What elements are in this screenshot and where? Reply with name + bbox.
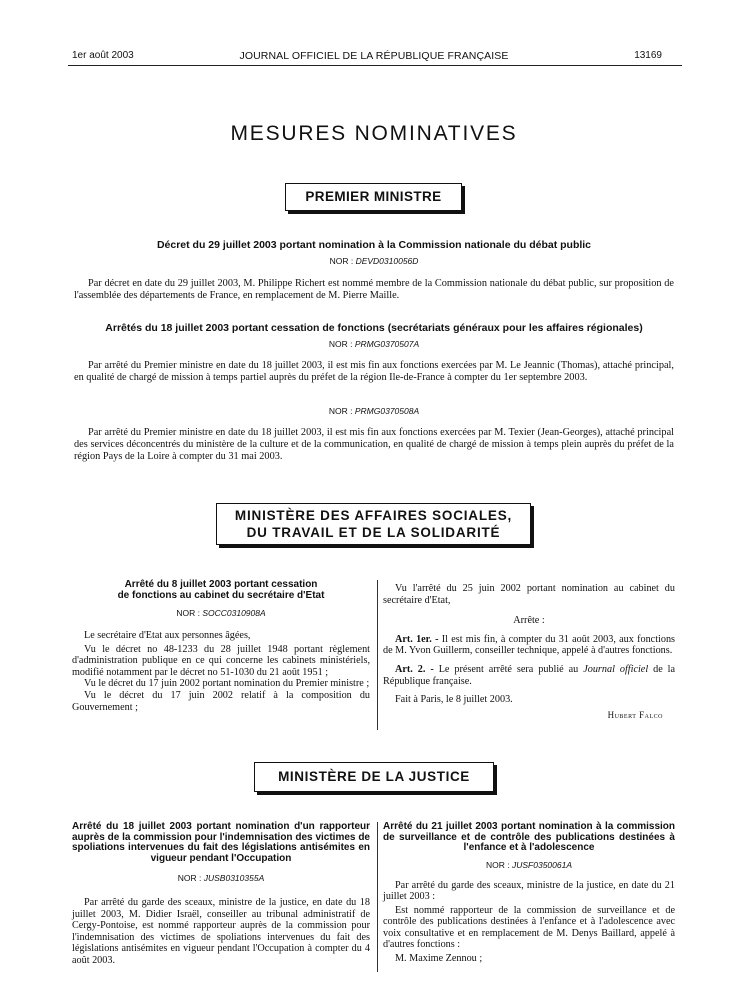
nor-label: NOR : [328,339,353,349]
nor-value: JUSF0350061A [511,859,572,870]
section-box-premier-ministre [285,183,462,211]
paragraph: Par arrêté du garde des sceaux, ministre de la justice, en date du 18 juillet 2003, M. Didier Israël, conseiller au tribunal administratif de Cergy-Pontoise, est nommé rapporteur auprès de la commission pour l'indemnisation des victimes de spoliations intervenues du fait des législations antisémites en vigueur pendant l'Occupation à compter du 4 août 2003. [72,897,370,966]
header-rule [68,65,682,66]
arrete-label: Arrête : [513,615,545,627]
article-text-italic: Journal officiel [583,663,649,675]
section-title-line2: DU TRAVAIL ET DE LA SOLIDARITÉ [246,525,501,540]
justice-right-column [383,822,675,965]
column-divider [377,822,378,972]
arrete1-text: Par arrêté du Premier ministre en date du 18 juillet 2003, il est mis fin aux fonctions exercées par M. Le Jeannic (Thomas), attaché principal, en qualité de chargé de mission à temps partiel auprès du préfet de la région Ile-de-France à compter du 1er septembre 2003. [74,360,674,383]
paragraph: Est nommé rapporteur de la commission de surveillance et de contrôle des publications destinées à l'enfance et à l'adolescence avec voix consultative et en remplacement de M. Denys Baillard, appelé à d'autres fonctions : [383,904,675,951]
arrete-nor [72,873,370,883]
header-journal-title: JOURNAL OFFICIEL DE LA RÉPUBLIQUE FRANÇAISE [239,50,509,62]
arrete2-nor [70,406,678,416]
nor-label: NOR : [176,608,200,618]
section-title-line1: MINISTÈRE DES AFFAIRES SOCIALES, [234,508,513,523]
article-label: Art. 2. - [395,663,434,675]
article-text: de la République française. [383,663,676,687]
arrete-nor [383,860,675,870]
header-date: 1er août 2003 [72,50,134,61]
decret-nor [70,256,678,266]
nor-value: SOCC0310908A [202,608,266,618]
arrete-title [72,580,370,601]
justice-left-column [72,822,370,967]
paragraph: Vu le décret du 17 juin 2002 relatif à la composition du Gouvernement ; [72,689,370,713]
arrete-title-line1: Arrêté du 8 juillet 2003 portant cessation [124,579,318,590]
arrete-title: Arrêté du 21 juillet 2003 portant nomination à la commission de surveillance et de contrôle des publications destinées à l'enfance et à l'adolescence [383,821,675,853]
article-1 [383,634,675,657]
nor-value: JUSB0310355A [203,873,265,883]
section-box-justice [254,762,494,792]
nor-value: DEVD0310056D [355,256,419,266]
paragraph: M. Maxime Zennou ; [395,953,483,965]
arrete1-nor [70,339,678,349]
nor-value: PRMG0370508A [354,406,420,416]
paragraph: Vu l'arrêté du 25 juin 2002 portant nomination au cabinet du secrétaire d'Etat, [383,583,675,606]
nor-label: NOR : [177,873,202,883]
affaires-sociales-right-column [383,583,675,720]
arrete-nor [72,608,370,618]
signature: Hubert Falco [607,709,663,720]
arrete-title-line2: de fonctions au cabinet du secrétaire d'Etat [117,589,325,601]
section-title-premier-ministre: PREMIER MINISTRE [305,189,442,204]
article-label: Art. 1er. - [395,633,439,645]
nor-label: NOR : [485,859,510,870]
nor-label: NOR : [329,256,354,266]
page-title: MESURES NOMINATIVES [230,122,518,145]
affaires-sociales-left-column [72,580,370,713]
decret-text: Par décret en date du 29 juillet 2003, M. Philippe Richert est nommé membre de la Commission nationale du débat public, sur proposition de l'assemblée des départements de France, en remplacement de M. Pierre Maille. [74,278,674,301]
column-divider [377,580,378,730]
section-title-justice: MINISTÈRE DE LA JUSTICE [278,769,470,784]
article-2 [383,664,675,687]
paragraph: Le secrétaire d'Etat aux personnes âgées, [84,630,251,641]
nor-label: NOR : [328,406,353,416]
arrete-title: Arrêté du 18 juillet 2003 portant nomination d'un rapporteur auprès de la commission pour l'indemnisation des victimes de spoliations intervenues du fait des législations antisémites en vigueur pendant l'Occupation [72,821,370,864]
paragraph: Par arrêté du garde des sceaux, ministre de la justice, en date du 21 juillet 2003 : [383,879,675,903]
article-text: Il est mis fin, à compter du 31 août 2003, aux fonctions de M. Yvon Guillerm, conseiller technique, appelé à d'autres fonctions. [383,633,676,657]
paragraph: Vu le décret no 48-1233 du 28 juillet 1948 portant règlement d'administration publique en ce qui concerne les cabinets ministériels, modifié notamment par le décret no 51-1030 du 21 août 1951 ; [72,643,370,678]
arrete2-text: Par arrêté du Premier ministre en date du 18 juillet 2003, il est mis fin aux fonctions exercées par M. Texier (Jean-Georges), attaché principal des services déconcentrés du ministère de la culture et de la communication, en qualité de chargé de mission à temps plein auprès du préfet de la région Pays de la Loire à compter du 31 mai 2003. [74,427,674,462]
nor-value: PRMG0370507A [354,339,420,349]
article-text: Le présent arrêté sera publié au [438,663,579,675]
section-box-affaires-sociales [216,503,531,545]
decret-title: Décret du 29 juillet 2003 portant nomination à la Commission nationale du débat public [156,239,592,251]
header-page-number: 13169 [634,50,662,61]
arretes-title: Arrêtés du 18 juillet 2003 portant cessation de fonctions (secrétariats généraux pour les affaires régionales) [105,322,643,334]
fait-a-paris: Fait à Paris, le 8 juillet 2003. [395,694,513,706]
paragraph: Vu le décret du 17 juin 2002 portant nomination du Premier ministre ; [84,678,370,690]
